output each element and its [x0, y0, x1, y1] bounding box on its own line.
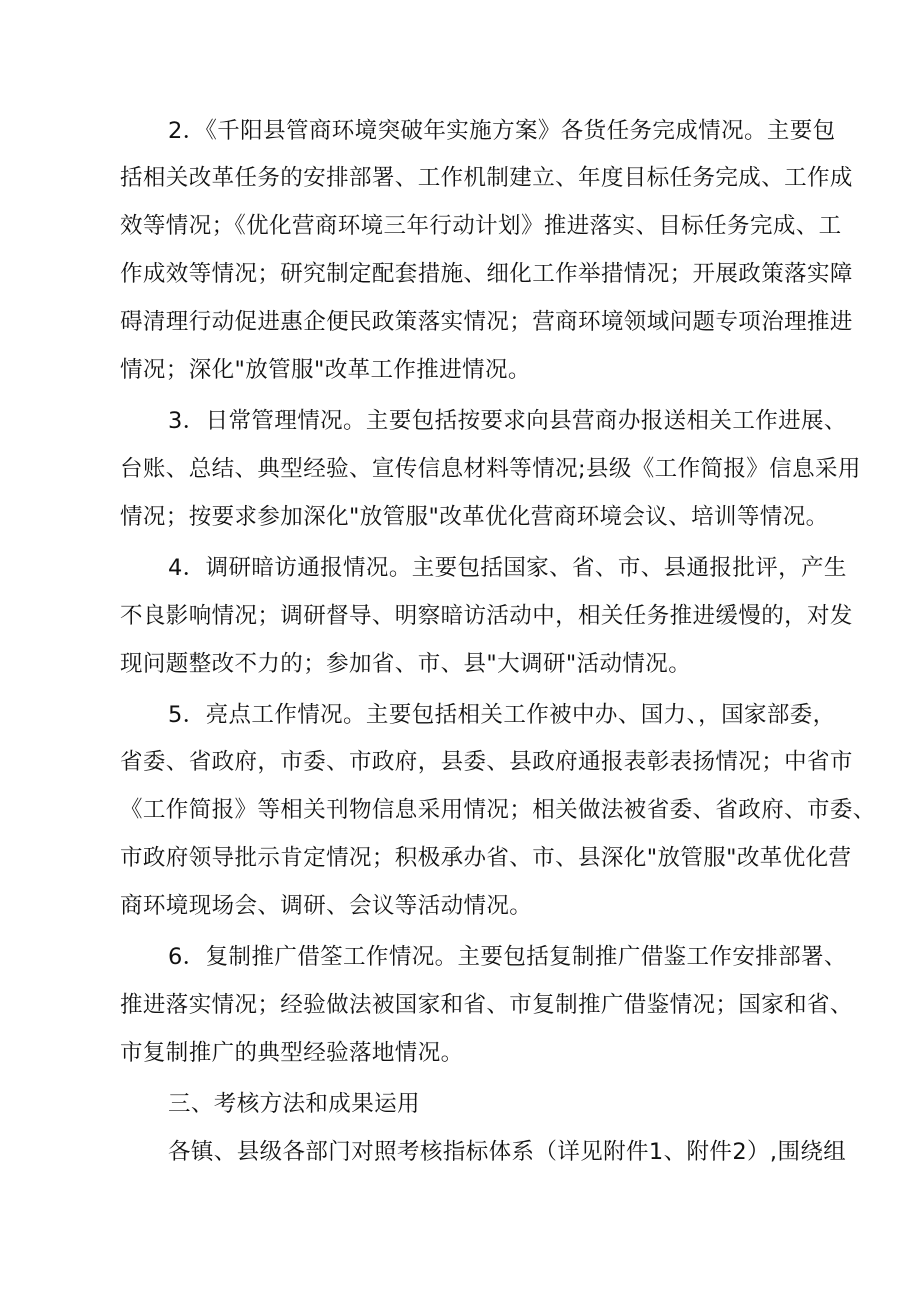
paragraph-5-line-4: 市政府领导批示肯定情况；积极承办省、市、县深化"放管服"改革优化营 [120, 845, 852, 871]
paragraph-2-line-5: 碍清理行动促进惠企便民政策落实情况；营商环境领域问题专项治理推进 [120, 309, 853, 335]
paragraph-3-line-3: 情况；按要求参加深化"放管服"改革优化营商环境会议、培训等情况。 [120, 504, 829, 530]
paragraph-3-line-1: 3．日常管理情况。主要包括按要求向县营商办报送相关工作进展、 [168, 408, 847, 434]
paragraph-6-line-3: 市复制推广的典型经验落地情况。 [120, 1040, 464, 1066]
paragraph-4-line-1: 4．调研暗访通报情况。主要包括国家、省、市、县通报批评，产生 [168, 555, 847, 581]
paragraph-2-line-6: 情况；深化"放管服"改革工作推进情况。 [120, 357, 531, 383]
paragraph-2-line-3: 效等情况；《优化营商环境三年行动计划》推进落实、目标任务完成、工 [120, 213, 842, 239]
paragraph-2-line-1: 2．《千阳县管商环境突破年实施方案》各货任务完成情况。主要包 [168, 118, 836, 144]
paragraph-3-line-2: 台账、总结、典型经验、宣传信息材料等情况;县级《工作简报》信息采用 [120, 456, 861, 482]
paragraph-4-line-2: 不良影响情况；调研督导、明察暗访活动中，相关任务推进缓慢的，对发 [120, 603, 853, 629]
paragraph-4-line-3: 现问题整改不力的；参加省、市、县"大调研"活动情况。 [120, 651, 692, 677]
paragraph-2-line-2: 括相关改革任务的安排部署、工作机制建立、年度目标任务完成、工作成 [120, 165, 853, 191]
paragraph-6-line-1: 6．复制推广借筌工作情况。主要包括复制推广借鉴工作安排部署、 [168, 944, 847, 970]
paragraph-6-line-2: 推进落实情况；经验做法被国家和省、市复制推广借鉴情况；国家和省、 [120, 992, 853, 1018]
paragraph-5-line-5: 商环境现场会、调研、会议等活动情况。 [120, 893, 533, 919]
paragraph-5-line-1: 5．亮点工作情况。主要包括相关工作被中办、国力、，国家部委， [168, 702, 836, 728]
paragraph-5-line-3: 《工作简报》等相关刊物信息采用情况；相关做法被省委、省政府、市委、 [120, 797, 876, 823]
paragraph-5-line-2: 省委、省政府，市委、市政府，县委、县政府通报表彰表扬情况；中省市 [120, 749, 853, 775]
paragraph-7-line-1: 各镇、县级各部门对照考核指标体系（详见附件1、附件2）,围绕组 [168, 1139, 847, 1165]
paragraph-2-line-4: 作成效等情况；研究制定配套措施、细化工作举措情况；开展政策落实障 [120, 261, 853, 287]
section-heading: 三、考核方法和成果运用 [168, 1091, 420, 1117]
